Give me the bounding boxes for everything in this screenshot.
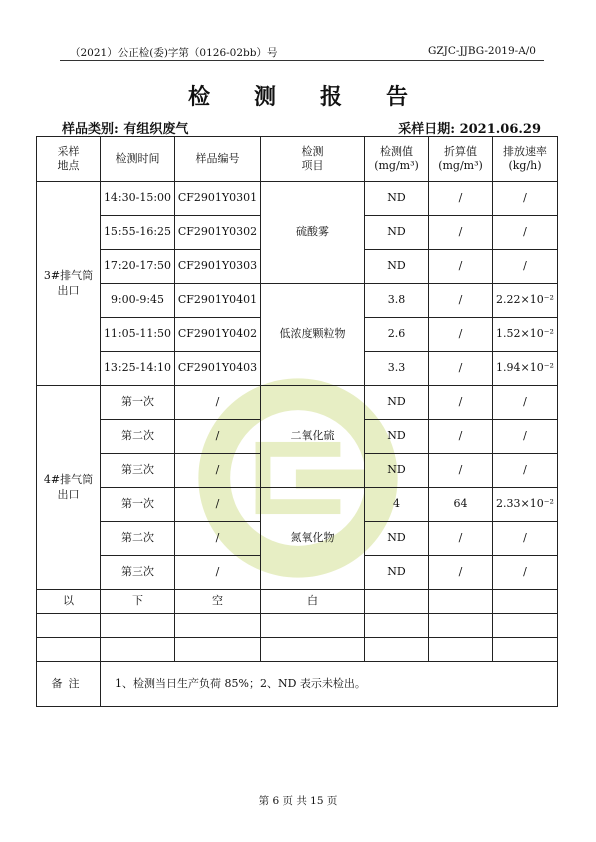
sample-no-cell: / [175, 556, 261, 590]
sample-no-cell: / [175, 420, 261, 454]
rate-cell: / [493, 454, 558, 488]
sample-no-cell: CF2901Y0401 [175, 284, 261, 318]
empty-cell [493, 614, 558, 638]
header-item [261, 137, 365, 182]
header-time: 检测时间 [101, 137, 175, 182]
empty-cell [175, 614, 261, 638]
document-number: （2021）公正检(委)字第（0126-02bb）号 [70, 47, 278, 59]
page-number: 第 6 页 共 15 页 [258, 795, 338, 807]
header-item-line2: 项目 [301, 159, 324, 172]
value-cell: ND [365, 420, 429, 454]
header-rate [493, 137, 558, 182]
blank-row [37, 614, 558, 638]
header-value-unit: (mg/m³) [374, 159, 419, 172]
time-cell: 第二次 [101, 522, 175, 556]
note-text: 1、检测当日生产负荷 85%；2、ND 表示未检出。 [101, 662, 558, 707]
converted-cell: / [429, 284, 493, 318]
value-cell: 3.3 [365, 352, 429, 386]
form-code: GZJC-JJBG-2019-A/0 [427, 45, 536, 57]
rate-cell: / [493, 420, 558, 454]
sample-no-cell: CF2901Y0302 [175, 216, 261, 250]
header-rule [60, 60, 544, 61]
rate-cell: 1.52×10⁻² [493, 318, 558, 352]
header-converted [429, 137, 493, 182]
sample-type: 样品类别: 有组织废气 [62, 122, 189, 137]
empty-cell [493, 638, 558, 662]
header-location-line2: 地点 [57, 159, 80, 172]
empty-cell [175, 638, 261, 662]
empty-cell [37, 638, 101, 662]
item-sulfuric-acid-mist: 硫酸雾 [261, 182, 365, 284]
sample-date: 采样日期: 2021.06.29 [398, 122, 541, 137]
header-value-line1: 检测值 [380, 144, 413, 158]
header-value [365, 137, 429, 182]
converted-cell: / [429, 454, 493, 488]
table-row [37, 488, 558, 522]
header-item-line1: 检测 [301, 144, 324, 158]
empty-cell [365, 614, 429, 638]
value-cell: 4 [365, 488, 429, 522]
time-cell: 第二次 [101, 420, 175, 454]
location-3-line2: 出口 [57, 283, 80, 297]
rate-cell: 1.94×10⁻² [493, 352, 558, 386]
header-location [37, 137, 101, 182]
sample-no-cell: / [175, 454, 261, 488]
empty-cell [493, 590, 558, 614]
rate-cell: / [493, 250, 558, 284]
converted-cell: / [429, 216, 493, 250]
converted-cell: / [429, 522, 493, 556]
table-row [37, 284, 558, 318]
empty-cell [365, 590, 429, 614]
value-cell: ND [365, 556, 429, 590]
empty-cell [261, 638, 365, 662]
sample-no-cell: CF2901Y0301 [175, 182, 261, 216]
empty-word-4: 白 [261, 590, 365, 614]
converted-cell: / [429, 352, 493, 386]
converted-cell: / [429, 318, 493, 352]
value-cell: 2.6 [365, 318, 429, 352]
sample-no-cell: / [175, 522, 261, 556]
sample-no-cell: CF2901Y0303 [175, 250, 261, 284]
time-cell: 15:55-16:25 [101, 216, 175, 250]
time-cell: 9:00-9:45 [101, 284, 175, 318]
time-cell: 第一次 [101, 386, 175, 420]
converted-cell: / [429, 386, 493, 420]
header-converted-line1: 折算值 [444, 144, 477, 158]
empty-cell [429, 614, 493, 638]
value-cell: ND [365, 182, 429, 216]
value-cell: 3.8 [365, 284, 429, 318]
empty-cell [429, 638, 493, 662]
value-cell: ND [365, 216, 429, 250]
sample-no-cell: / [175, 488, 261, 522]
value-cell: ND [365, 522, 429, 556]
header-rate-unit: (kg/h) [508, 159, 542, 172]
results-table [36, 136, 558, 707]
blank-row [37, 638, 558, 662]
converted-cell: / [429, 420, 493, 454]
empty-cell [429, 590, 493, 614]
note-label: 备注 [37, 662, 101, 707]
converted-cell: / [429, 250, 493, 284]
header-sample-no: 样品编号 [175, 137, 261, 182]
empty-cell [261, 614, 365, 638]
item-sulfur-dioxide: 二氧化硫 [261, 386, 365, 488]
empty-word-1: 以 [37, 590, 101, 614]
location-4-line1: 4#排气筒 [43, 473, 94, 487]
table-header-row [37, 137, 558, 182]
table-row [37, 386, 558, 420]
rate-cell: / [493, 182, 558, 216]
converted-cell: 64 [429, 488, 493, 522]
rate-cell: / [493, 216, 558, 250]
time-cell: 第三次 [101, 454, 175, 488]
rate-cell: / [493, 386, 558, 420]
rate-cell: 2.33×10⁻² [493, 488, 558, 522]
header-converted-unit: (mg/m³) [438, 159, 483, 172]
time-cell: 第一次 [101, 488, 175, 522]
converted-cell: / [429, 556, 493, 590]
rate-cell: / [493, 522, 558, 556]
header-location-line1: 采样 [57, 144, 80, 158]
rate-cell: 2.22×10⁻² [493, 284, 558, 318]
table-row [37, 182, 558, 216]
item-nitrogen-oxides: 氮氧化物 [261, 488, 365, 590]
time-cell: 17:20-17:50 [101, 250, 175, 284]
empty-word-3: 空 [175, 590, 261, 614]
converted-cell: / [429, 182, 493, 216]
time-cell: 14:30-15:00 [101, 182, 175, 216]
time-cell: 11:05-11:50 [101, 318, 175, 352]
time-cell: 第三次 [101, 556, 175, 590]
empty-cell [101, 638, 175, 662]
header-rate-line1: 排放速率 [503, 144, 547, 158]
location-4 [37, 386, 101, 590]
sample-no-cell: CF2901Y0402 [175, 318, 261, 352]
location-4-line2: 出口 [57, 487, 80, 501]
rate-cell: / [493, 556, 558, 590]
empty-cell [101, 614, 175, 638]
time-cell: 13:25-14:10 [101, 352, 175, 386]
report-title: 检测报告 [187, 84, 452, 110]
location-3 [37, 182, 101, 386]
sample-no-cell: / [175, 386, 261, 420]
value-cell: ND [365, 454, 429, 488]
location-3-line1: 3#排气筒 [43, 269, 94, 283]
note-row [37, 662, 558, 707]
value-cell: ND [365, 250, 429, 284]
sample-no-cell: CF2901Y0403 [175, 352, 261, 386]
empty-cell [37, 614, 101, 638]
empty-marker-row [37, 590, 558, 614]
empty-word-2: 下 [101, 590, 175, 614]
empty-cell [365, 638, 429, 662]
value-cell: ND [365, 386, 429, 420]
item-particulate-matter: 低浓度颗粒物 [261, 284, 365, 386]
